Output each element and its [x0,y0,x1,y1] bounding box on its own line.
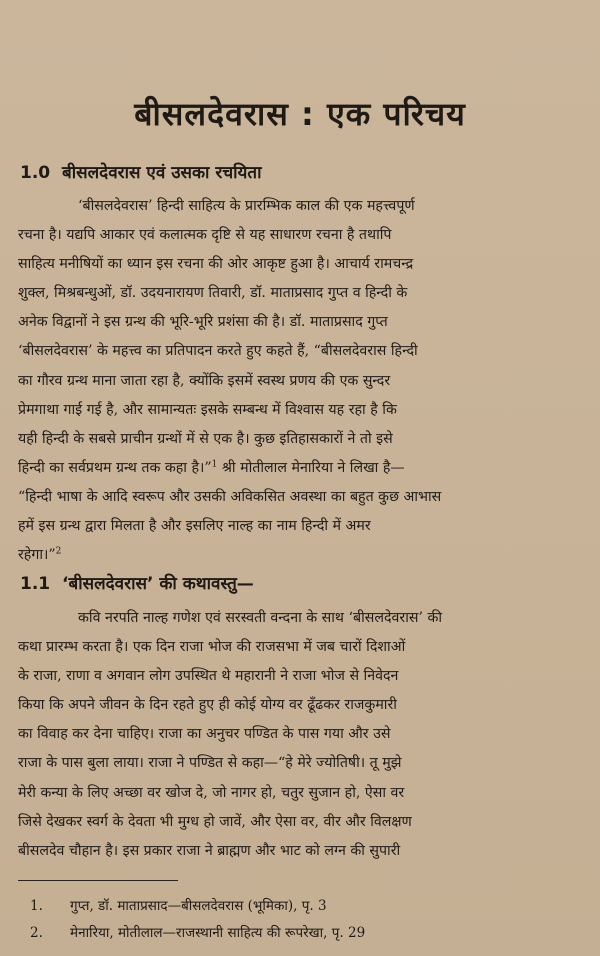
paragraph-line: “हिन्दी भाषा के आदि स्वरूप और उसकी अविकसित अवस्था का बहुत कुछ आभास [18,488,442,505]
footnote-item [30,893,580,920]
section-2-paragraph [18,604,580,866]
paragraph-line [18,541,580,570]
footnote-number: 2. [30,925,43,941]
paragraph-line [18,454,580,483]
paragraph-line: कवि नरपति नाल्ह गणेश एवं सरस्वती वन्दना के साथ ‘बीसलदेवरास’ की [78,610,443,626]
paragraph-line: ‘बीसलदेवरास’ हिन्दी साहित्य के प्रारम्भिक काल की एक महत्त्वपूर्ण [78,198,415,214]
paragraph-line: शुक्ल, मिश्रबन्धुओं, डॉ. उदयनारायण तिवारी, डॉ. माताप्रसाद गुप्त व हिन्दी के [18,285,408,302]
quote-intro-text: श्री मोतीलाल मेनारिया ने लिखा है— [221,459,405,476]
paragraph-line: हमें इस ग्रन्थ द्वारा मिलता है और इसलिए नाल्ह का नाम हिन्दी में अमर [18,518,371,535]
quote-end-text: रहेगा।” [18,547,56,564]
paragraph-line: जिसे देखकर स्वर्ग के देवता भी मुग्ध हो जावें, और ऐसा वर, वीर और विलक्षण [18,813,412,830]
paragraph-line: के राजा, राणा व अगवान लोग उपस्थित थे महारानी ने राजा भोज से निवेदन [18,668,399,685]
section-number-1: 1.0 [20,163,51,183]
paragraph-line: साहित्य मनीषियों का ध्यान इस रचना की ओर आकृष्ट हुआ है। आचार्य रामचन्द्र [18,256,414,273]
footnote-ref-2[interactable]: 2 [55,546,62,557]
paragraph-line: यही हिन्दी के सबसे प्राचीन ग्रन्थों में से एक है। कुछ इतिहासकारों ने तो इसे [18,430,393,447]
footnote-number: 1. [30,898,43,914]
paragraph-line: राजा के पास बुला लाया। राजा ने पण्डित से कहा—“हे मेरे ज्योतिषी। तू मुझे [18,755,402,772]
paragraph-line: का विवाह कर देना चाहिए। राजा का अनुचर पण्डित के पास गया और उसे [18,726,391,743]
footnote-divider [18,880,178,881]
paragraph-line: बीसलदेव चौहान है। इस प्रकार राजा ने ब्राह्मण और भाट को लग्न की सुपारी [18,842,401,859]
section-title-1: बीसलदेवरास एवं उसका रचयिता [62,163,262,183]
footnote-text: गुप्त, डॉ. माताप्रसाद—बीसलदेवरास (भूमिका), पृ. 3 [70,898,327,914]
section-number-2: 1.1 [20,574,51,594]
section-heading-2 [20,571,254,594]
footnotes [30,893,580,947]
paragraph-line: रचना है। यद्यपि आकार एवं कलात्मक दृष्टि से यह साधारण रचना है तथापि [18,227,392,244]
section-title-2: ‘बीसलदेवरास’ की कथावस्तु— [62,574,254,594]
paragraph-line: मेरी कन्या के लिए अच्छा वर खोज दे, जो नागर हो, चतुर सुजान हो, ऐसा वर [18,784,405,801]
paragraph-line: प्रेमगाथा गाई गई है, और सामान्यतः इसके सम्बन्ध में विश्वास यह रहा है कि [18,401,397,418]
paragraph-line: ‘बीसलदेवरास’ के महत्त्व का प्रतिपादन करते हुए कहते हैं, “बीसलदेवरास हिन्दी [18,343,418,360]
footnote-text: मेनारिया, मोतीलाल—राजस्थानी साहित्य की रूपरेखा, पृ. 29 [70,925,366,941]
paragraph-line: अनेक विद्वानों ने इस ग्रन्थ की भूरि-भूरि प्रशंसा की है। डॉ. माताप्रसाद गुप्त [18,314,388,331]
section-heading-1 [20,160,261,183]
quote-end-text: हिन्दी का सर्वप्रथम ग्रन्थ तक कहा है।” [18,459,212,476]
footnote-item [30,920,580,947]
footnote-ref-1[interactable]: 1 [211,459,218,470]
paragraph-line: कथा प्रारम्भ करता है। एक दिन राजा भोज की राजसभा में जब चारों दिशाओं [18,639,406,656]
paragraph-line: किया कि अपने जीवन के दिन रहते हुए ही कोई योग्य वर ढूँढकर राजकुमारी [18,697,397,714]
chapter-title: बीसलदेवरास : एक परिचय [134,95,466,133]
section-1-paragraph [18,192,580,570]
paragraph-line: का गौरव ग्रन्थ माना जाता रहा है, क्योंकि इसमें स्वस्थ प्रणय की एक सुन्दर [18,372,391,389]
